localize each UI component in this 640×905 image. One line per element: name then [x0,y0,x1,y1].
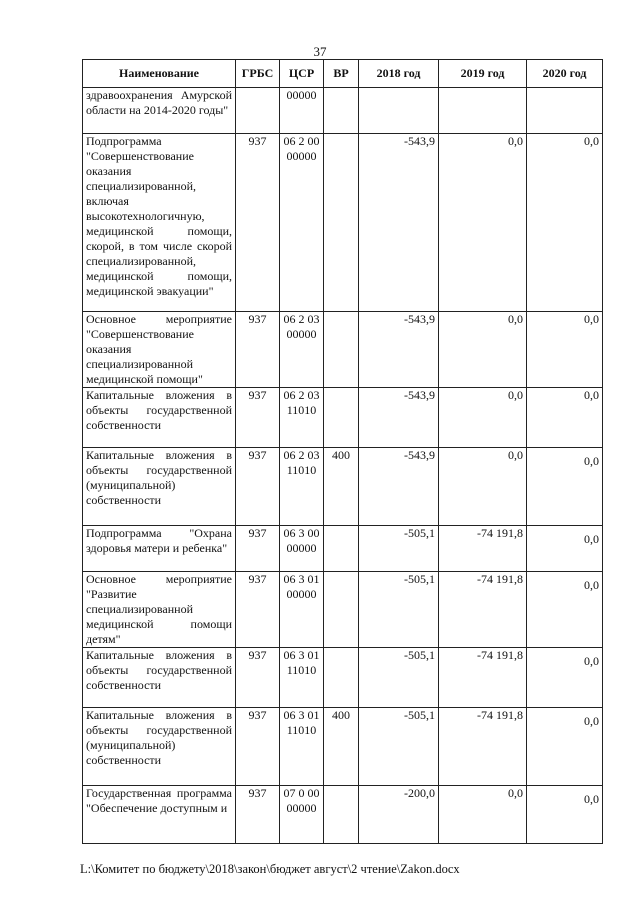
table-row [83,572,603,648]
row-grbs: 937 [236,572,280,648]
row-csr: 06 3 00 00000 [280,526,324,572]
row-grbs: 937 [236,388,280,448]
row-2018: -543,9 [359,312,439,388]
row-2018: -505,1 [359,572,439,648]
row-2019: 0,0 [439,388,527,448]
row-2019: 0,0 [439,312,527,388]
row-csr: 06 2 00 00000 [280,134,324,312]
row-name: Основное мероприятие "Развитие специализированной медицинской помощи детям" [83,572,236,648]
row-vr [324,572,359,648]
row-2020: 0,0 [527,448,603,526]
row-grbs: 937 [236,312,280,388]
row-2020: 0,0 [527,526,603,572]
row-vr [324,88,359,134]
row-2019: 0,0 [439,448,527,526]
row-csr: 07 0 00 00000 [280,786,324,844]
row-2018: -505,1 [359,526,439,572]
header-2019: 2019 год [439,60,527,88]
row-grbs: 937 [236,448,280,526]
row-2018: -505,1 [359,708,439,786]
row-2018: -505,1 [359,648,439,708]
row-vr [324,312,359,388]
row-csr: 06 3 01 11010 [280,708,324,786]
row-2019 [439,88,527,134]
row-name: Капитальные вложения в объекты государственной (муниципальной) собственности [83,708,236,786]
row-csr: 06 2 03 11010 [280,448,324,526]
header-vr: ВР [324,60,359,88]
row-2020: 0,0 [527,134,603,312]
table-row [83,134,603,312]
row-2019: -74 191,8 [439,572,527,648]
row-2019: -74 191,8 [439,708,527,786]
row-grbs: 937 [236,786,280,844]
row-2020: 0,0 [527,312,603,388]
row-2020 [527,88,603,134]
row-name: Капитальные вложения в объекты государственной собственности [83,388,236,448]
row-2019: 0,0 [439,134,527,312]
row-name: Капитальные вложения в объекты государственной собственности [83,648,236,708]
row-name: Подпрограмма "Охрана здоровья матери и ребенка" [83,526,236,572]
header-2020: 2020 год [527,60,603,88]
row-2019: 0,0 [439,786,527,844]
row-2018: -543,9 [359,134,439,312]
row-grbs: 937 [236,708,280,786]
table-row [83,648,603,708]
footer-file-path: L:\Комитет по бюджету\2018\закон\бюджет август\2 чтение\Zakon.docx [80,862,460,876]
row-grbs: 937 [236,648,280,708]
row-2019: -74 191,8 [439,648,527,708]
row-vr [324,526,359,572]
row-2020: 0,0 [527,786,603,844]
table-header-row [83,60,603,88]
row-csr: 00000 [280,88,324,134]
row-name: Государственная программа "Обеспечение доступным и [83,786,236,844]
row-csr: 06 3 01 00000 [280,572,324,648]
row-2020: 0,0 [527,572,603,648]
header-name: Наименование [83,60,236,88]
table-row [83,388,603,448]
table-row [83,526,603,572]
row-csr: 06 2 03 11010 [280,388,324,448]
row-name: Подпрограмма "Совершенствование оказания специализированной, включая высокотехнологичную, медицинской помощи, скорой, в том числе скорой специализированной, медицинской помощи, медицинской эвакуации" [83,134,236,312]
row-2020: 0,0 [527,708,603,786]
header-2018: 2018 год [359,60,439,88]
table-row [83,786,603,844]
row-vr [324,648,359,708]
row-csr: 06 3 01 11010 [280,648,324,708]
page-number: 37 [313,44,327,59]
table-row [83,448,603,526]
row-grbs [236,88,280,134]
row-2018: -543,9 [359,448,439,526]
row-csr: 06 2 03 00000 [280,312,324,388]
header-csr: ЦСР [280,60,324,88]
table-row [83,312,603,388]
header-grbs: ГРБС [236,60,280,88]
row-vr [324,134,359,312]
row-2018 [359,88,439,134]
row-vr [324,786,359,844]
row-name: Основное мероприятие "Совершенствование оказания специализированной медицинской помощи" [83,312,236,388]
row-name: здравоохранения Амурской области на 2014-2020 годы" [83,88,236,134]
row-vr: 400 [324,708,359,786]
budget-table [82,59,603,844]
row-2020: 0,0 [527,388,603,448]
row-name: Капитальные вложения в объекты государственной (муниципальной) собственности [83,448,236,526]
row-vr [324,388,359,448]
row-grbs: 937 [236,134,280,312]
row-2020: 0,0 [527,648,603,708]
row-vr: 400 [324,448,359,526]
table-row [83,708,603,786]
row-2018: -543,9 [359,388,439,448]
table-row [83,88,603,134]
row-2019: -74 191,8 [439,526,527,572]
row-2018: -200,0 [359,786,439,844]
row-grbs: 937 [236,526,280,572]
